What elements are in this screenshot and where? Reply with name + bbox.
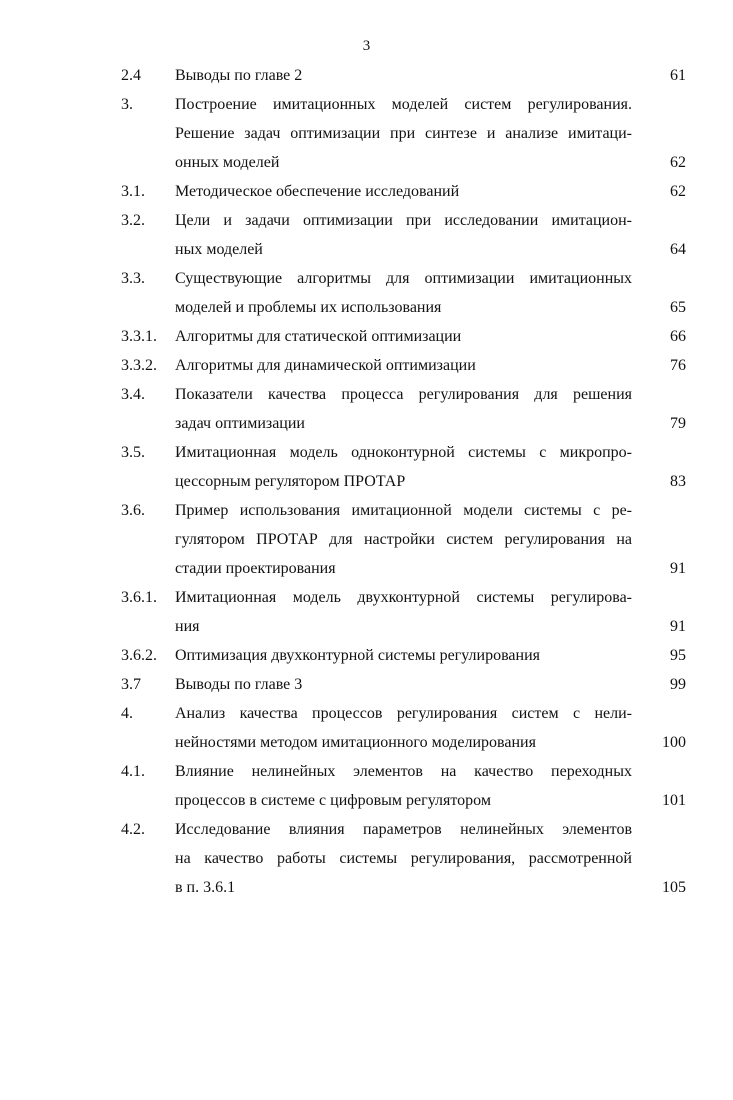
section-title-line: Анализ качества процессов регулирования систем с нели- xyxy=(175,705,632,722)
section-number: 3.4. xyxy=(121,386,145,403)
section-number: 3. xyxy=(121,96,133,113)
page-ref: 100 xyxy=(662,734,686,751)
section-title-line: нейностями методом имитационного моделирования xyxy=(175,734,536,751)
section-number: 3.3. xyxy=(121,270,145,287)
page-ref: 99 xyxy=(670,676,686,693)
section-title xyxy=(175,583,632,641)
section-title-line: ных моделей xyxy=(175,241,263,258)
section-number: 2.4 xyxy=(121,67,141,84)
section-title-line: Влияние нелинейных элементов на качество переходных xyxy=(175,763,632,780)
section-title-line: Показатели качества процесса регулирования для решения xyxy=(175,386,632,403)
page-ref: 64 xyxy=(670,241,686,258)
section-title xyxy=(175,380,632,438)
page-ref: 91 xyxy=(670,560,686,577)
section-title-line: Пример использования имитационной модели системы с ре- xyxy=(175,502,632,519)
section-title-line: Существующие алгоритмы для оптимизации имитационных xyxy=(175,270,632,287)
section-title-line: Выводы по главе 2 xyxy=(175,67,303,84)
page-ref: 62 xyxy=(670,183,686,200)
section-title-line: Цели и задачи оптимизации при исследовании имитацион- xyxy=(175,212,632,229)
section-title-line: Исследование влияния параметров нелинейных элементов xyxy=(175,821,632,838)
page-ref: 62 xyxy=(670,154,686,171)
page-number: 3 xyxy=(362,38,371,54)
page-ref: 66 xyxy=(670,328,686,345)
page-ref: 61 xyxy=(670,67,686,84)
section-number: 3.2. xyxy=(121,212,145,229)
section-title xyxy=(175,206,632,264)
section-title xyxy=(175,699,632,757)
page-ref: 83 xyxy=(670,473,686,490)
section-title-line: гулятором ПРОТАР для настройки систем регулирования на xyxy=(175,531,632,548)
section-title-line: Алгоритмы для динамической оптимизации xyxy=(175,357,476,374)
section-title xyxy=(175,670,632,699)
section-title xyxy=(175,815,632,902)
page-ref: 65 xyxy=(670,299,686,316)
section-title xyxy=(175,757,632,815)
section-number: 4.1. xyxy=(121,763,145,780)
section-title-line: Имитационная модель одноконтурной системы с микропро- xyxy=(175,444,632,461)
section-title-line: в п. 3.6.1 xyxy=(175,879,236,896)
section-number: 4.2. xyxy=(121,821,145,838)
section-title xyxy=(175,177,632,206)
section-title xyxy=(175,496,632,583)
section-number: 3.6.1. xyxy=(121,589,157,606)
section-title-line: Имитационная модель двухконтурной системы регулирова- xyxy=(175,589,632,606)
page-ref: 95 xyxy=(670,647,686,664)
section-number: 3.3.1. xyxy=(121,328,157,345)
section-title xyxy=(175,438,632,496)
section-title-line: Методическое обеспечение исследований xyxy=(175,183,460,200)
section-title xyxy=(175,61,632,90)
section-title-line: цессорным регулятором ПРОТАР xyxy=(175,473,406,490)
page-ref: 105 xyxy=(662,879,686,896)
section-title-line: Алгоритмы для статической оптимизации xyxy=(175,328,462,345)
section-title xyxy=(175,264,632,322)
section-number: 3.1. xyxy=(121,183,145,200)
page-ref: 91 xyxy=(670,618,686,635)
section-title-line: на качество работы системы регулирования, рассмотренной xyxy=(175,850,632,867)
section-number: 3.6.2. xyxy=(121,647,157,664)
section-number: 3.7 xyxy=(121,676,141,693)
section-number: 3.6. xyxy=(121,502,145,519)
page-ref: 79 xyxy=(670,415,686,432)
section-title xyxy=(175,641,632,670)
section-title-line: задач оптимизации xyxy=(175,415,305,432)
section-title xyxy=(175,322,632,351)
section-title-line: онных моделей xyxy=(175,154,280,171)
section-title-line: Построение имитационных моделей систем регулирования. xyxy=(175,96,632,113)
section-number: 4. xyxy=(121,705,133,722)
page-ref: 101 xyxy=(662,792,686,809)
section-title-line: Решение задач оптимизации при синтезе и анализе имитаци- xyxy=(175,125,632,142)
section-title-line: стадии проектирования xyxy=(175,560,336,577)
section-title-line: моделей и проблемы их использования xyxy=(175,299,442,316)
section-title-line: ния xyxy=(175,618,200,635)
section-title-line: процессов в системе с цифровым регулятором xyxy=(175,792,491,809)
page-ref: 76 xyxy=(670,357,686,374)
section-title-line: Оптимизация двухконтурной системы регулирования xyxy=(175,647,541,664)
section-title xyxy=(175,90,632,177)
section-title xyxy=(175,351,632,380)
section-number: 3.3.2. xyxy=(121,357,157,374)
section-title-line: Выводы по главе 3 xyxy=(175,676,303,693)
section-number: 3.5. xyxy=(121,444,145,461)
